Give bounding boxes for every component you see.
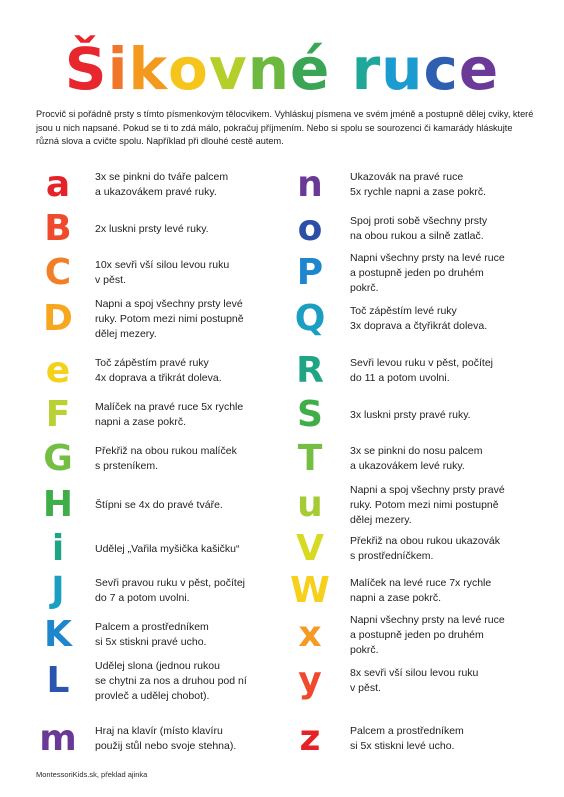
alphabet-letter: o <box>297 208 323 249</box>
exercise-instruction: Napni všechny prsty na levé ruce a postupně jeden po druhém pokrč. <box>350 251 505 294</box>
exercise-instruction: Sevři levou ruku v pěst, počítej do 11 a potom uvolni. <box>350 357 493 384</box>
exercise-instruction: Sevři pravou ruku v pěst, počítej do 7 a potom uvolni. <box>95 577 245 604</box>
alphabet-letter: n <box>297 164 323 205</box>
alphabet-letter: L <box>46 660 70 701</box>
title-letter: é <box>290 35 331 103</box>
alphabet-letter: i <box>51 528 65 569</box>
exercise-instruction: Toč zápěstím pravé ruky 4x doprava a třikrát doleva. <box>95 357 222 384</box>
title-letter: k <box>128 35 169 103</box>
alphabet-letter: H <box>42 484 74 525</box>
title-letter: v <box>208 35 248 103</box>
title-letter: e <box>458 35 500 103</box>
alphabet-letter: y <box>298 660 322 701</box>
exercise-instruction: Překřiž na obou rukou malíček s prsteníkem. <box>95 445 237 472</box>
alphabet-letter: z <box>299 718 321 759</box>
exercise-instruction: Spoj proti sobě všechny prsty na obou rukou a silně zatlač. <box>350 215 488 242</box>
alphabet-letter: B <box>44 208 72 249</box>
title-letter: c <box>423 35 459 103</box>
exercise-instruction: 10x sevři vší silou levou ruku v pěst. <box>95 259 230 286</box>
alphabet-letter: T <box>297 438 323 479</box>
exercise-instruction: 3x se pinkni do nosu palcem a ukazovákem levé ruky. <box>350 445 483 472</box>
alphabet-letter: C <box>44 252 72 293</box>
alphabet-letter: Q <box>294 298 326 339</box>
exercise-instruction: Ukazovák na pravé ruce 5x rychle napni a zase pokrč. <box>350 171 486 198</box>
title-letter: Š <box>64 35 108 103</box>
alphabet-letter: e <box>45 350 71 391</box>
exercise-instruction: 3x se pinkni do tváře palcem a ukazovákem pravé ruky. <box>95 171 229 198</box>
alphabet-letter: K <box>44 614 72 655</box>
title-letter: n <box>247 35 291 103</box>
exercise-instruction: Malíček na levé ruce 7x rychle napni a zase pokrč. <box>350 577 492 604</box>
alphabet-letter: R <box>296 350 324 391</box>
exercise-instruction: Překřiž na obou rukou ukazovák s prostředníčkem. <box>350 535 500 562</box>
alphabet-letter: W <box>290 570 330 611</box>
exercise-instruction: Udělej slona (jednou rukou se chytni za nos a druhou pod ní provleč a udělej chobot). <box>95 659 247 702</box>
title-letter: u <box>381 35 424 103</box>
alphabet-letter: J <box>51 570 65 611</box>
exercise-instruction: Hraj na klavír (místo klavíru použij stůl nebo svoje stehna). <box>95 725 237 752</box>
exercise-instruction: 8x sevři vší silou levou ruku v pěst. <box>350 667 479 694</box>
alphabet-letter: x <box>298 614 322 655</box>
alphabet-letter: G <box>43 438 73 479</box>
exercise-instruction: 3x luskni prsty pravé ruky. <box>350 408 471 421</box>
alphabet-letter: a <box>45 164 71 205</box>
exercise-instruction: Udělej „Vařila myšička kašičku“ <box>95 542 240 555</box>
exercise-instruction: 2x luskni prsty levé ruky. <box>95 222 209 235</box>
exercise-instruction: Napni a spoj všechny prsty pravé ruky. Potom mezi nimi postupně dělej mezery. <box>350 483 505 526</box>
alphabet-letter: S <box>297 394 323 435</box>
exercise-instruction: Štípni se 4x do pravé tváře. <box>95 498 223 511</box>
exercise-instruction: Palcem a prostředníkem si 5x stiskni levé ucho. <box>350 725 464 752</box>
exercise-instruction: Malíček na pravé ruce 5x rychle napni a zase pokrč. <box>95 401 244 428</box>
title-letter: i <box>107 35 129 103</box>
title-letter: r <box>351 35 382 103</box>
alphabet-letter: F <box>45 394 71 435</box>
footer-credit: MontessoriKids.sk, překlad ajinka <box>36 770 148 779</box>
alphabet-letter: P <box>296 252 324 293</box>
exercise-instruction: Toč zápěstím levé ruky 3x doprava a čtyřikrát doleva. <box>350 305 488 332</box>
alphabet-letter: V <box>296 528 324 569</box>
alphabet-letter: m <box>39 718 77 759</box>
exercise-instruction: Palcem a prostředníkem si 5x stiskni pravé ucho. <box>95 621 209 648</box>
title-letter: o <box>168 35 209 103</box>
intro-paragraph: Procvič si pořádně prsty s tímto písmenkovým tělocvikem. Vyhláskuj písmena ve svém jméně a postupně dělej cviky, které jsou u nich napsané. Pokud se ti to zdá málo, pokračuj příjmením. Nebo si spolu se sourozenci či kamarády hláskujte různá slova a cvičte spolu. Například při dlouhé cestě autem. <box>36 109 534 146</box>
alphabet-letter: D <box>43 298 73 339</box>
alphabet-letter: u <box>297 484 323 525</box>
exercise-instruction: Napni všechny prsty na levé ruce a postupně jeden po druhém pokrč. <box>350 613 505 656</box>
exercise-instruction: Napni a spoj všechny prsty levé ruky. Potom mezi nimi postupně dělej mezery. <box>95 297 244 340</box>
